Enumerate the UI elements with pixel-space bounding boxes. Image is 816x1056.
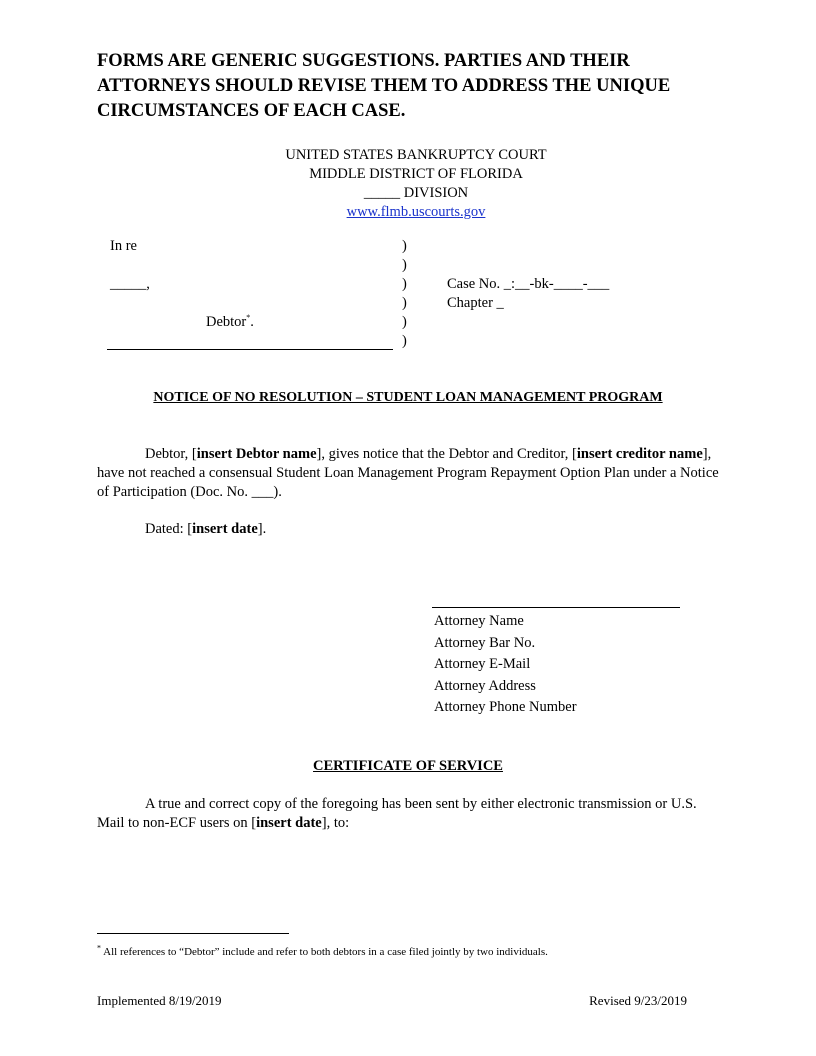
- implemented-date: Implemented 8/19/2019: [97, 993, 222, 1008]
- dated-line: Dated: [insert date].: [145, 521, 267, 537]
- caption-parentheses: ) ) ) ) ) ): [402, 238, 407, 349]
- signature-line: [432, 607, 680, 608]
- debtor-label: Debtor*.: [206, 313, 254, 330]
- caption-underline: [107, 349, 393, 350]
- footnote-reference: *: [246, 313, 251, 323]
- court-division: _____ DIVISION: [363, 185, 469, 201]
- attorney-name: Attorney Name: [434, 613, 524, 629]
- court-header: [200, 146, 632, 222]
- certificate-heading: CERTIFICATE OF SERVICE: [313, 758, 503, 774]
- court-website-link[interactable]: www.flmb.uscourts.gov: [346, 204, 486, 220]
- chapter: Chapter _: [447, 295, 504, 311]
- generic-forms-warning: FORMS ARE GENERIC SUGGESTIONS. PARTIES AND THEIR ATTORNEYS SHOULD REVISE THEM TO ADDRESS THE UNIQUE CIRCUMSTANCES OF EACH CASE.: [97, 51, 671, 121]
- attorney-email: Attorney E-Mail: [434, 656, 531, 672]
- certificate-paragraph: A true and correct copy of the foregoing has been sent by either electronic transmission or U.S. Mail to non-ECF users on [insert date], to:: [97, 796, 697, 831]
- attorney-address: Attorney Address: [434, 677, 536, 694]
- notice-title: NOTICE OF NO RESOLUTION – STUDENT LOAN MANAGEMENT PROGRAM: [153, 390, 663, 405]
- footnote-separator: [97, 933, 289, 934]
- attorney-bar-no: Attorney Bar No.: [434, 634, 536, 651]
- court-name: UNITED STATES BANKRUPTCY COURT: [285, 147, 547, 163]
- revised-date: Revised 9/23/2019: [589, 993, 687, 1008]
- notice-paragraph: Debtor, [insert Debtor name], gives notice that the Debtor and Creditor, [insert creditor name], have not reached a consensual Student Loan Management Program Repayment Option Plan under a Notice of Participation (Doc. No. ___).: [97, 446, 719, 500]
- case-number: Case No. _:__-bk-____-___: [447, 276, 610, 292]
- signature-block: [434, 611, 577, 719]
- footnote: * All references to “Debtor” include and refer to both debtors in a case filed jointly by two individuals.: [97, 943, 548, 958]
- attorney-phone: Attorney Phone Number: [434, 699, 577, 715]
- court-district: MIDDLE DISTRICT OF FLORIDA: [309, 166, 523, 182]
- debtor-name-blank: _____,: [110, 276, 150, 292]
- in-re-label: In re: [110, 238, 137, 254]
